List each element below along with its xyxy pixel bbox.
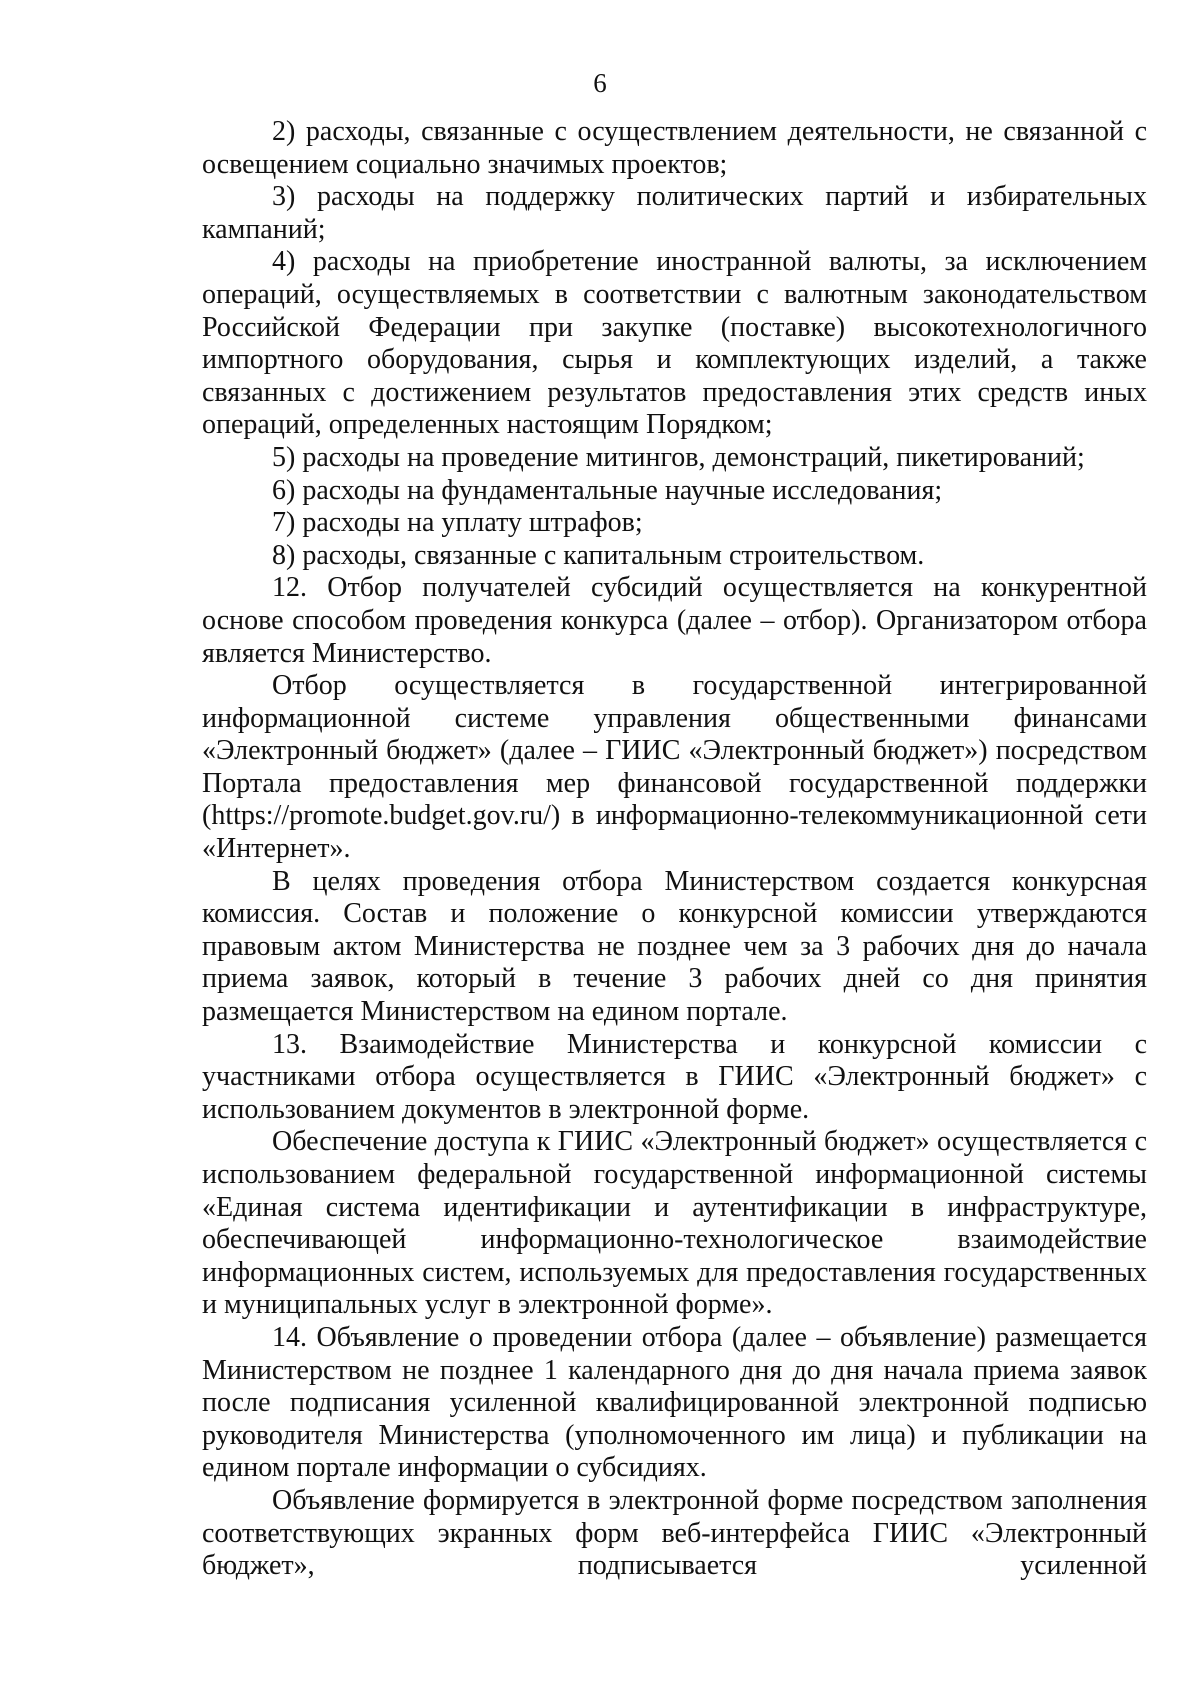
paragraph-clause-14: 14. Объявление о проведении отбора (далее – объявление) размещается Министерством не позднее 1 календарного дня до дня начала приема заявок после подписания усиленной квалифицированной электронной подписью руководителя Министерства (уполномоченного им лица) и публикации на едином портале информации о субсидиях. <box>202 1321 1147 1484</box>
paragraph-clause-13: 13. Взаимодействие Министерства и конкурсной комиссии с участниками отбора осуществляется в ГИИС «Электронный бюджет» с использованием документов в электронной форме. <box>202 1028 1147 1125</box>
paragraph-expenses-3: 3) расходы на поддержку политических партий и избирательных кампаний; <box>202 181 1147 245</box>
paragraph-commission: В целях проведения отбора Министерством создается конкурсная комиссия. Состав и положение о конкурсной комиссии утверждаются правовым актом Министерства не позднее чем за 3 рабочих дня до начала приема заявок, который в течение 3 рабочих дней со дня принятия размещается Министерством на едином портале. <box>202 865 1147 1028</box>
paragraph-expenses-2: 2) расходы, связанные с осуществлением деятельности, не связанной с освещением социально значимых проектов; <box>202 116 1147 180</box>
paragraph-expenses-8: 8) расходы, связанные с капитальным строительством. <box>272 539 925 571</box>
paragraph-expenses-4: 4) расходы на приобретение иностранной валюты, за исключением операций, осуществляемых в соответствии с валютным законодательством Российской Федерации при закупке (поставке) высокотехнологичного импортного оборудования, сырья и комплектующих изделий, а также связанных с достижением результатов предоставления этих средств иных операций, определенных настоящим Порядком; <box>202 246 1147 441</box>
paragraph-access: Обеспечение доступа к ГИИС «Электронный бюджет» осуществляется с использованием федеральной государственной информационной системы «Единая система идентификации и аутентификации в инфраструктуре, обеспечивающей информационно-технологическое взаимодействие информационных систем, используемых для предоставления государственных и муниципальных услуг в электронной форме». <box>202 1126 1147 1321</box>
paragraph-clause-12: 12. Отбор получателей субсидий осуществляется на конкурентной основе способом проведения конкурса (далее – отбор). Организатором отбора является Министерство. <box>202 572 1147 669</box>
paragraph-expenses-6: 6) расходы на фундаментальные научные исследования; <box>272 474 943 506</box>
paragraph-expenses-5: 5) расходы на проведение митингов, демонстраций, пикетирований; <box>272 441 1085 473</box>
paragraph-announcement-form: Объявление формируется в электронной форме посредством заполнения соответствующих экранных форм веб-интерфейса ГИИС «Электронный бюджет», подписывается усиленной <box>202 1484 1147 1582</box>
paragraph-selection-system: Отбор осуществляется в государственной интегрированной информационной системе управления общественными финансами «Электронный бюджет» (далее – ГИИС «Электронный бюджет») посредством Портала предоставления мер финансовой государственной поддержки (https://promote.budget.gov.ru/) в информационно-телекоммуникационной сети «Интернет». <box>202 670 1147 865</box>
document-body <box>202 116 1147 1583</box>
page-number: 6 <box>593 68 607 98</box>
paragraph-expenses-7: 7) расходы на уплату штрафов; <box>272 507 643 539</box>
